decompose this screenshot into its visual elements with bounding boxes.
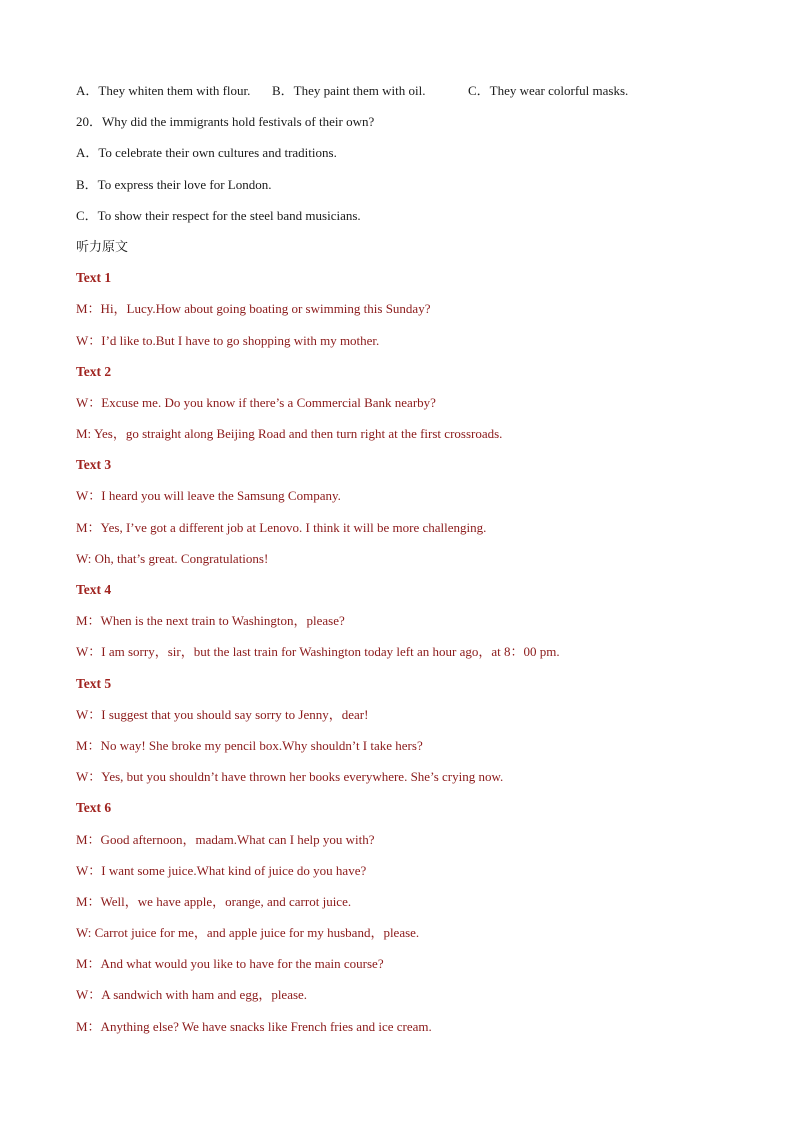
dialogue-line: W：I’d like to.But I have to go shopping with my mother.: [76, 332, 380, 348]
q19-options-row: [76, 82, 766, 113]
dialogue-line: W: Oh, that’s great. Congratulations!: [76, 550, 269, 566]
dialogue-line: M：Good afternoon，madam.What can I help you with?: [76, 831, 375, 847]
dialogue-line: W：I heard you will leave the Samsung Company.: [76, 488, 341, 504]
dialogue-line: M：Well，we have apple，orange, and carrot juice.: [76, 893, 352, 909]
dialogue-line: M: Yes，go straight along Beijing Road and then turn right at the first crossroads.: [76, 426, 503, 442]
q20-option-b: B．To express their love for London.: [76, 176, 272, 192]
text-heading: Text 2: [76, 363, 112, 379]
dialogue-line: W: Carrot juice for me，and apple juice for my husband，please.: [76, 925, 420, 941]
dialogue-line: M：When is the next train to Washington，please?: [76, 613, 345, 629]
q20-option-a: A．To celebrate their own cultures and traditions.: [76, 145, 337, 161]
q20-option-c: C．To show their respect for the steel band musicians.: [76, 207, 361, 223]
text-heading: Text 3: [76, 457, 112, 473]
dialogue-line: W：Yes, but you shouldn’t have thrown her books everywhere. She’s crying now.: [76, 769, 504, 785]
text-heading: Text 1: [76, 270, 112, 286]
q19-option-c: C．They wear colorful masks.: [468, 83, 629, 98]
dialogue-line: W：I want some juice.What kind of juice do you have?: [76, 862, 367, 878]
document-page: [76, 82, 766, 1049]
q20-question: 20．Why did the immigrants hold festivals of their own?: [76, 114, 375, 130]
dialogue-line: W：I am sorry，sir，but the last train for Washington today left an hour ago，at 8：00 pm.: [76, 644, 560, 660]
dialogue-line: M：And what would you like to have for the main course?: [76, 956, 384, 972]
text-heading: Text 6: [76, 800, 112, 816]
dialogue-line: W：A sandwich with ham and egg，please.: [76, 987, 308, 1003]
dialogue-line: M：Yes, I’ve got a different job at Lenovo. I think it will be more challenging.: [76, 519, 487, 535]
text-heading: Text 4: [76, 582, 112, 597]
dialogue-line: M：Hi，Lucy.How about going boating or swimming this Sunday?: [76, 301, 431, 317]
q19-option-a: A．They whiten them with flour.: [76, 83, 251, 98]
transcript-title: 听力原文: [76, 238, 129, 254]
dialogue-line: M：Anything else? We have snacks like French fries and ice cream.: [76, 1018, 432, 1034]
dialogue-line: M：No way! She broke my pencil box.Why shouldn’t I take hers?: [76, 737, 423, 753]
dialogue-line: W：Excuse me. Do you know if there’s a Commercial Bank nearby?: [76, 394, 436, 410]
dialogue-line: W：I suggest that you should say sorry to Jenny，dear!: [76, 706, 369, 722]
q19-option-b: B．They paint them with oil.: [272, 83, 426, 98]
text-heading: Text 5: [76, 675, 112, 691]
